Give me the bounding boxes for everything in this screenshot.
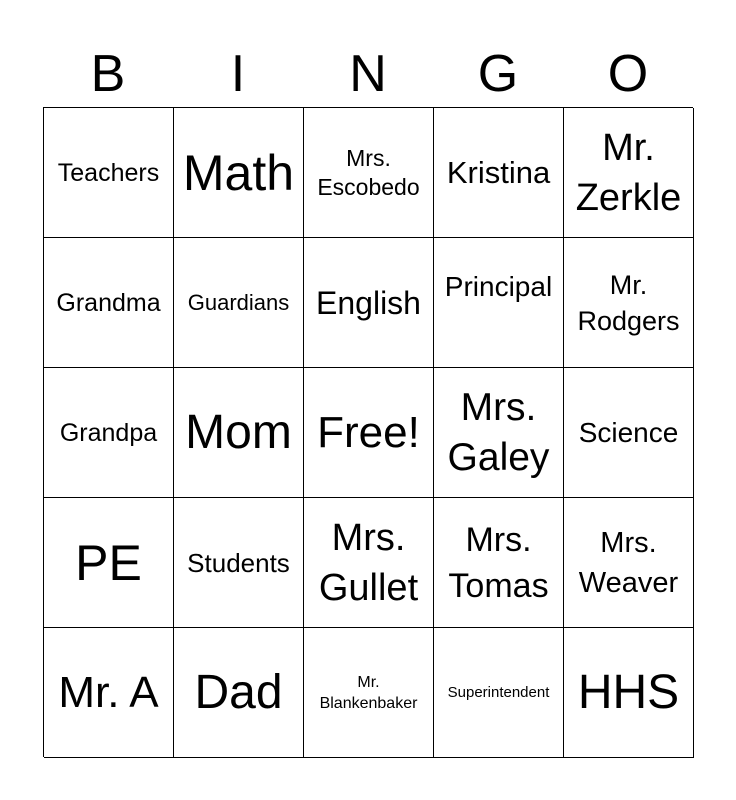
cell-label: Grandma xyxy=(56,288,161,317)
bingo-cell[interactable] xyxy=(174,108,304,238)
cell-label: Students xyxy=(187,547,290,578)
cell-label: Mrs. Galey xyxy=(447,385,550,479)
bingo-grid xyxy=(43,107,693,757)
cell-label: English xyxy=(316,284,421,321)
bingo-cell[interactable] xyxy=(304,498,434,628)
bingo-cell[interactable] xyxy=(564,498,694,628)
bingo-cell[interactable] xyxy=(44,108,174,238)
header-letter-n: N xyxy=(349,45,387,103)
bingo-cell[interactable] xyxy=(304,238,434,368)
bingo-cell[interactable] xyxy=(434,368,564,498)
bingo-cell[interactable] xyxy=(564,368,694,498)
cell-label: Math xyxy=(182,144,295,201)
bingo-cell[interactable] xyxy=(174,498,304,628)
bingo-cell[interactable] xyxy=(564,628,694,758)
cell-label: PE xyxy=(75,534,142,591)
free-space-cell[interactable] xyxy=(304,368,434,498)
header-letter-b: B xyxy=(90,45,126,103)
cell-label: HHS xyxy=(577,665,680,719)
header-letter-i: I xyxy=(230,45,246,103)
cell-label: Science xyxy=(578,416,679,448)
cell-label: Free! xyxy=(317,407,420,457)
cell-label: Grandpa xyxy=(59,418,158,447)
bingo-cell[interactable] xyxy=(174,628,304,758)
bingo-cell[interactable] xyxy=(434,498,564,628)
cell-label: Superintendent xyxy=(447,683,550,701)
bingo-cell[interactable] xyxy=(434,628,564,758)
bingo-cell[interactable] xyxy=(304,108,434,238)
bingo-cell[interactable] xyxy=(44,368,174,498)
cell-label: Mrs. Escobedo xyxy=(317,144,420,200)
cell-label: Mom xyxy=(185,405,292,459)
bingo-cell[interactable] xyxy=(564,108,694,238)
cell-label: Mr. Blankenbaker xyxy=(319,673,418,712)
bingo-cell[interactable] xyxy=(304,628,434,758)
header-letter-g: G xyxy=(477,45,519,103)
bingo-cell[interactable] xyxy=(564,238,694,368)
bingo-cell[interactable] xyxy=(174,238,304,368)
bingo-cell[interactable] xyxy=(44,238,174,368)
cell-label: Principal xyxy=(444,270,553,302)
bingo-cell[interactable] xyxy=(174,368,304,498)
bingo-cell[interactable] xyxy=(434,108,564,238)
cell-label: Mrs. Gullet xyxy=(318,516,419,609)
cell-label: Mr. Rodgers xyxy=(577,269,680,336)
cell-label: Kristina xyxy=(446,154,551,190)
bingo-cell[interactable] xyxy=(44,498,174,628)
bingo-header xyxy=(43,42,693,106)
cell-label: Guardians xyxy=(187,289,290,315)
cell-label: Mrs. Tomas xyxy=(448,520,549,605)
cell-label: Teachers xyxy=(57,158,160,187)
bingo-cell[interactable] xyxy=(434,238,564,368)
cell-label: Mr. A xyxy=(58,667,159,717)
cell-label: Mrs. Weaver xyxy=(578,526,679,599)
cell-label: Mr. Zerkle xyxy=(575,126,682,219)
bingo-cell[interactable] xyxy=(44,628,174,758)
header-letter-o: O xyxy=(607,45,649,103)
cell-label: Dad xyxy=(194,665,283,719)
